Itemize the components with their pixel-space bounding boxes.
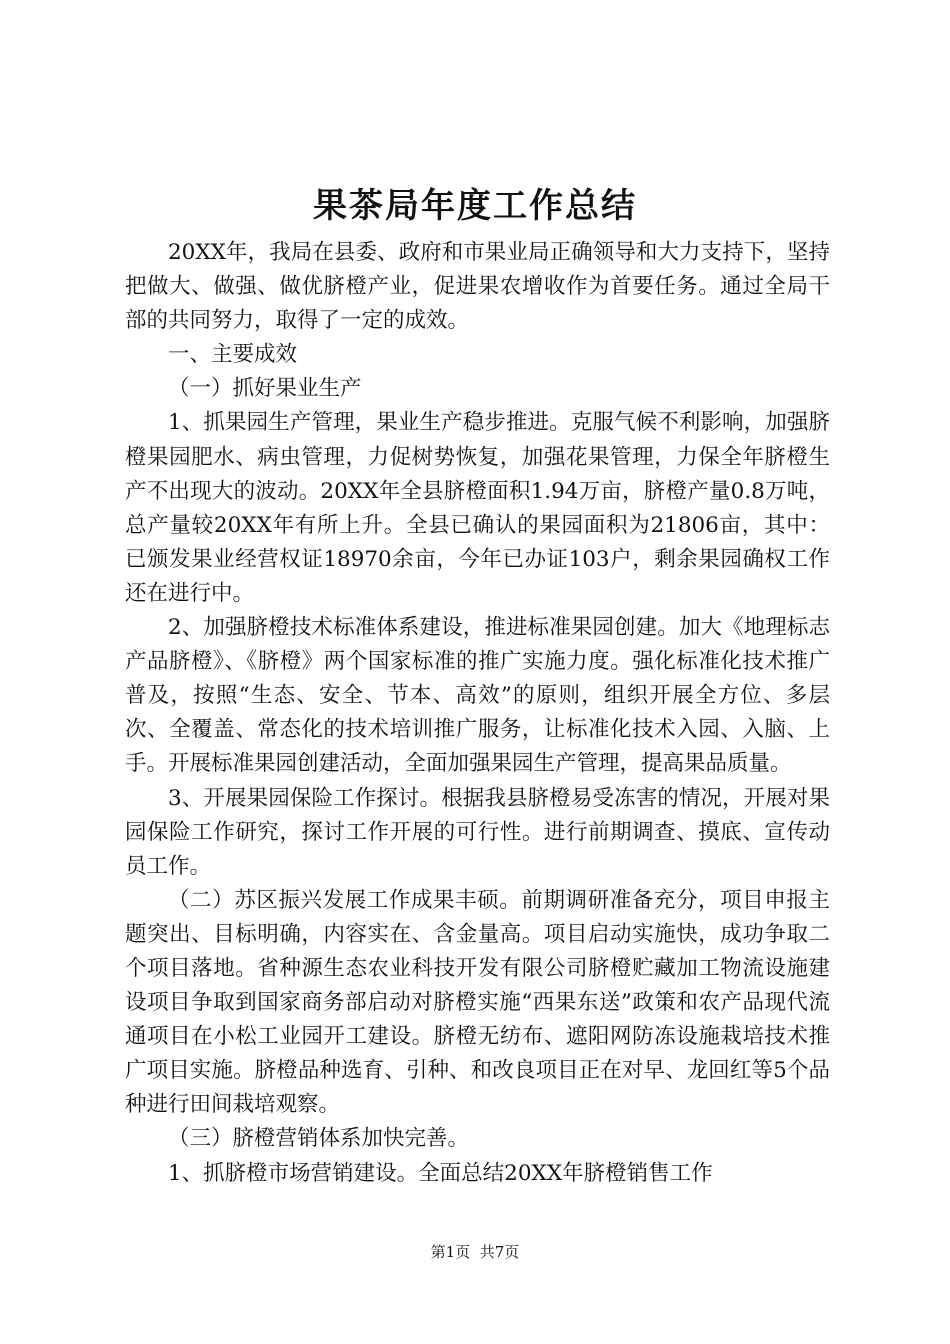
total-pages: 共7页 bbox=[479, 1243, 520, 1261]
section-heading-main-achievements: 一、主要成效 bbox=[168, 342, 298, 368]
document-title: 果茶局年度工作总结 bbox=[313, 186, 637, 226]
page-footer bbox=[0, 1242, 950, 1262]
page-number: 第1页 bbox=[430, 1243, 471, 1261]
subsection-heading-fruit-production: （一）抓好果业生产 bbox=[168, 376, 362, 402]
paragraph-revitalization-projects: （二）苏区振兴发展工作成果丰硕。前期调研准备充分，项目申报主题突出、目标明确，内容实在、含金量高。项目启动实施快，成功争取二个项目落地。省种源生态农业科技开发有限公司脐橙贮藏加工物流设施建设项目争取到国家商务部启动对脐橙实施“西果东送”政策和农产品现代流通项目在小松工业园开工建设。脐橙无纺布、遮阳网防冻设施栽培技术推广项目实施。脐橙品种选育、引种、和改良项目正在对早、龙回红等5个品种进行田间栽培观察。 bbox=[125, 887, 830, 1118]
paragraph-technical-standards: 2、加强脐橙技术标准体系建设，推进标准果园创建。加大《地理标志产品脐橙》、《脐橙》两个国家标准的推广实施力度。强化标准化技术推广普及，按照“生态、安全、节本、高效”的原则，组织开展全方位、多层次、全覆盖、常态化的技术培训推广服务，让标准化技术入园、入脑、上手。开展标准果园创建活动，全面加强果园生产管理，提高果品质量。 bbox=[125, 615, 830, 777]
subsection-heading-marketing-system: （三）脐橙营销体系加快完善。 bbox=[168, 1126, 470, 1152]
paragraph-market-building: 1、抓脐橙市场营销建设。全面总结20XX年脐橙销售工作 bbox=[168, 1160, 713, 1186]
intro-paragraph: 20XX年，我局在县委、政府和市果业局正确领导和大力支持下，坚持把做大、做强、做优脐橙产业，促进果农增收作为首要任务。通过全局干部的共同努力，取得了一定的成效。 bbox=[125, 240, 830, 334]
paragraph-orchard-management: 1、抓果园生产管理，果业生产稳步推进。克服气候不利影响，加强脐橙果园肥水、病虫管理，力促树势恢复，加强花果管理，力保全年脐橙生产不出现大的波动。20XX年全县脐橙面积1.94万亩，脐橙产量0.8万吨，总产量较20XX年有所上升。全县已确认的果园面积为21806亩，其中：已颁发果业经营权证18970余亩，今年已办证103户，剩余果园确权工作还在进行中。 bbox=[125, 410, 830, 606]
paragraph-orchard-insurance: 3、开展果园保险工作探讨。根据我县脐橙易受冻害的情况，开展对果园保险工作研究，探讨工作开展的可行性。进行前期调查、摸底、宣传动员工作。 bbox=[125, 785, 830, 879]
document-body bbox=[125, 236, 830, 1191]
